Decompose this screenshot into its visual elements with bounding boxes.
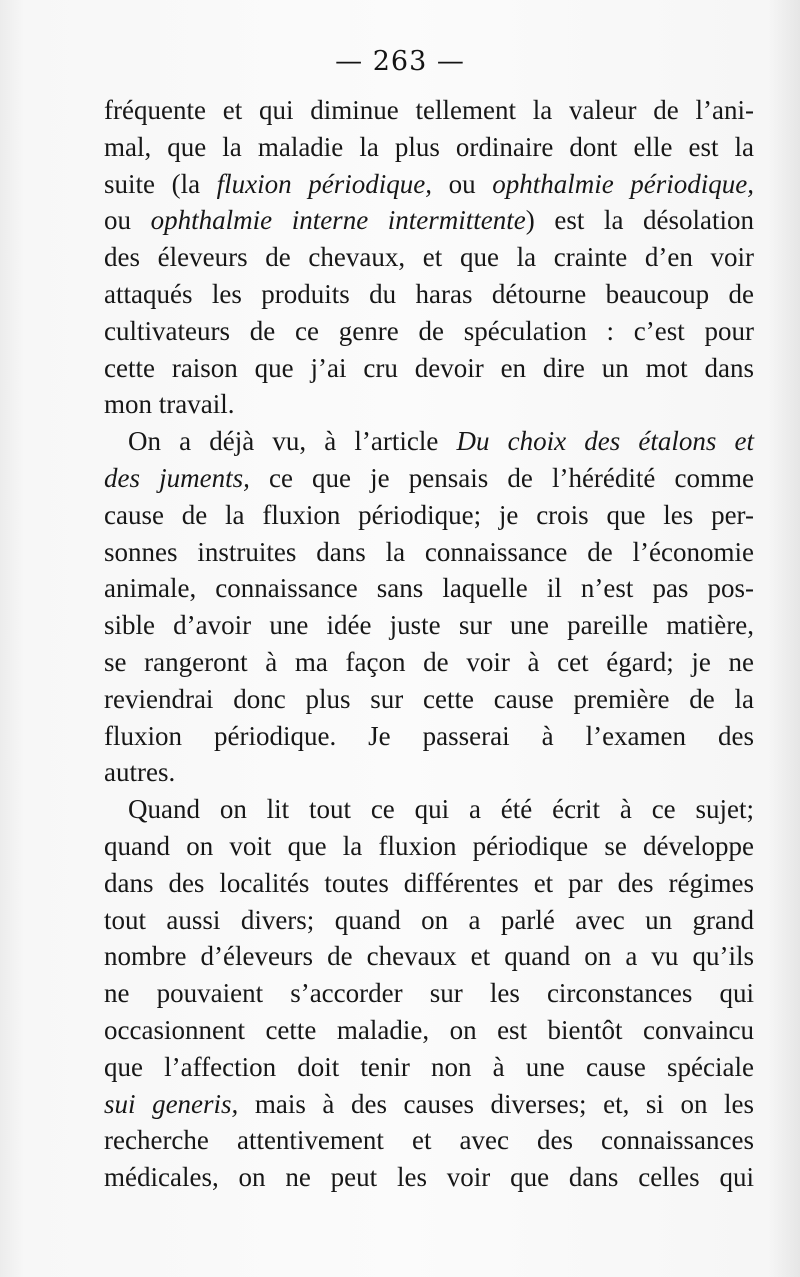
text-line: suite (la fluxion périodique, ou ophthalmie périodique, [104,168,755,199]
text-line: sui generis, mais à des causes diverses; et, si on les [104,1088,754,1119]
text-line: mal, que la maladie la plus ordinaire dont elle est la [104,131,754,162]
text-line: cette raison que j’ai cru devoir en dire un mot dans [104,352,754,383]
paragraph-start-line: On a déjà vu, à l’article Du choix des étalons et [128,426,754,457]
text-line: nombre d’éleveurs de chevaux et quand on a vu qu’ils [104,941,754,972]
text-line: sible d’avoir une idée juste sur une pareille matière, [104,610,754,641]
text-line: recherche attentivement et avec des connaissances [104,1125,754,1156]
text-line: médicales, on ne peut les voir que dans celles qui [104,1162,754,1193]
text-line: des éleveurs de chevaux, et que la crainte d’en voir [104,242,754,273]
text-line: dans des localités toutes différentes et par des régimes [104,867,754,898]
paragraph-end-line: mon travail. [104,389,235,420]
text-line: cause de la fluxion périodique; je crois que les per- [104,499,754,530]
text-line: quand on voit que la fluxion périodique se développe [104,830,754,861]
paragraph-start-line: Quand on lit tout ce qui a été écrit à ce sujet; [128,794,754,825]
text-line: occasionnent cette maladie, on est bientôt convaincu [104,1014,754,1045]
body-text [104,92,754,1196]
text-line: ou ophthalmie interne intermittente) est la désolation [104,205,755,236]
text-line: fluxion périodique. Je passerai à l’examen des [104,720,754,751]
paragraph-end-line: autres. [104,757,176,788]
text-line: que l’affection doit tenir non à une cause spéciale [104,1051,754,1082]
text-line: animale, connaissance sans laquelle il n’est pas pos- [104,573,754,604]
page-number: — 263 — [335,46,465,77]
text-line: reviendrai donc plus sur cette cause première de la [104,683,754,714]
text-line: tout aussi divers; quand on a parlé avec un grand [104,904,754,935]
text-line: ne pouvaient s’accorder sur les circonstances qui [104,978,754,1009]
text-line: des juments, ce que je pensais de l’hérédité comme [104,462,754,493]
text-line: cultivateurs de ce genre de spéculation : c’est pour [104,315,754,346]
text-line: se rangeront à ma façon de voir à cet égard; je ne [104,646,754,677]
text-line: sonnes instruites dans la connaissance de l’économie [104,536,754,567]
text-line: fréquente et qui diminue tellement la valeur de l’ani- [104,95,754,125]
text-line: attaqués les produits du haras détourne beaucoup de [104,278,754,309]
